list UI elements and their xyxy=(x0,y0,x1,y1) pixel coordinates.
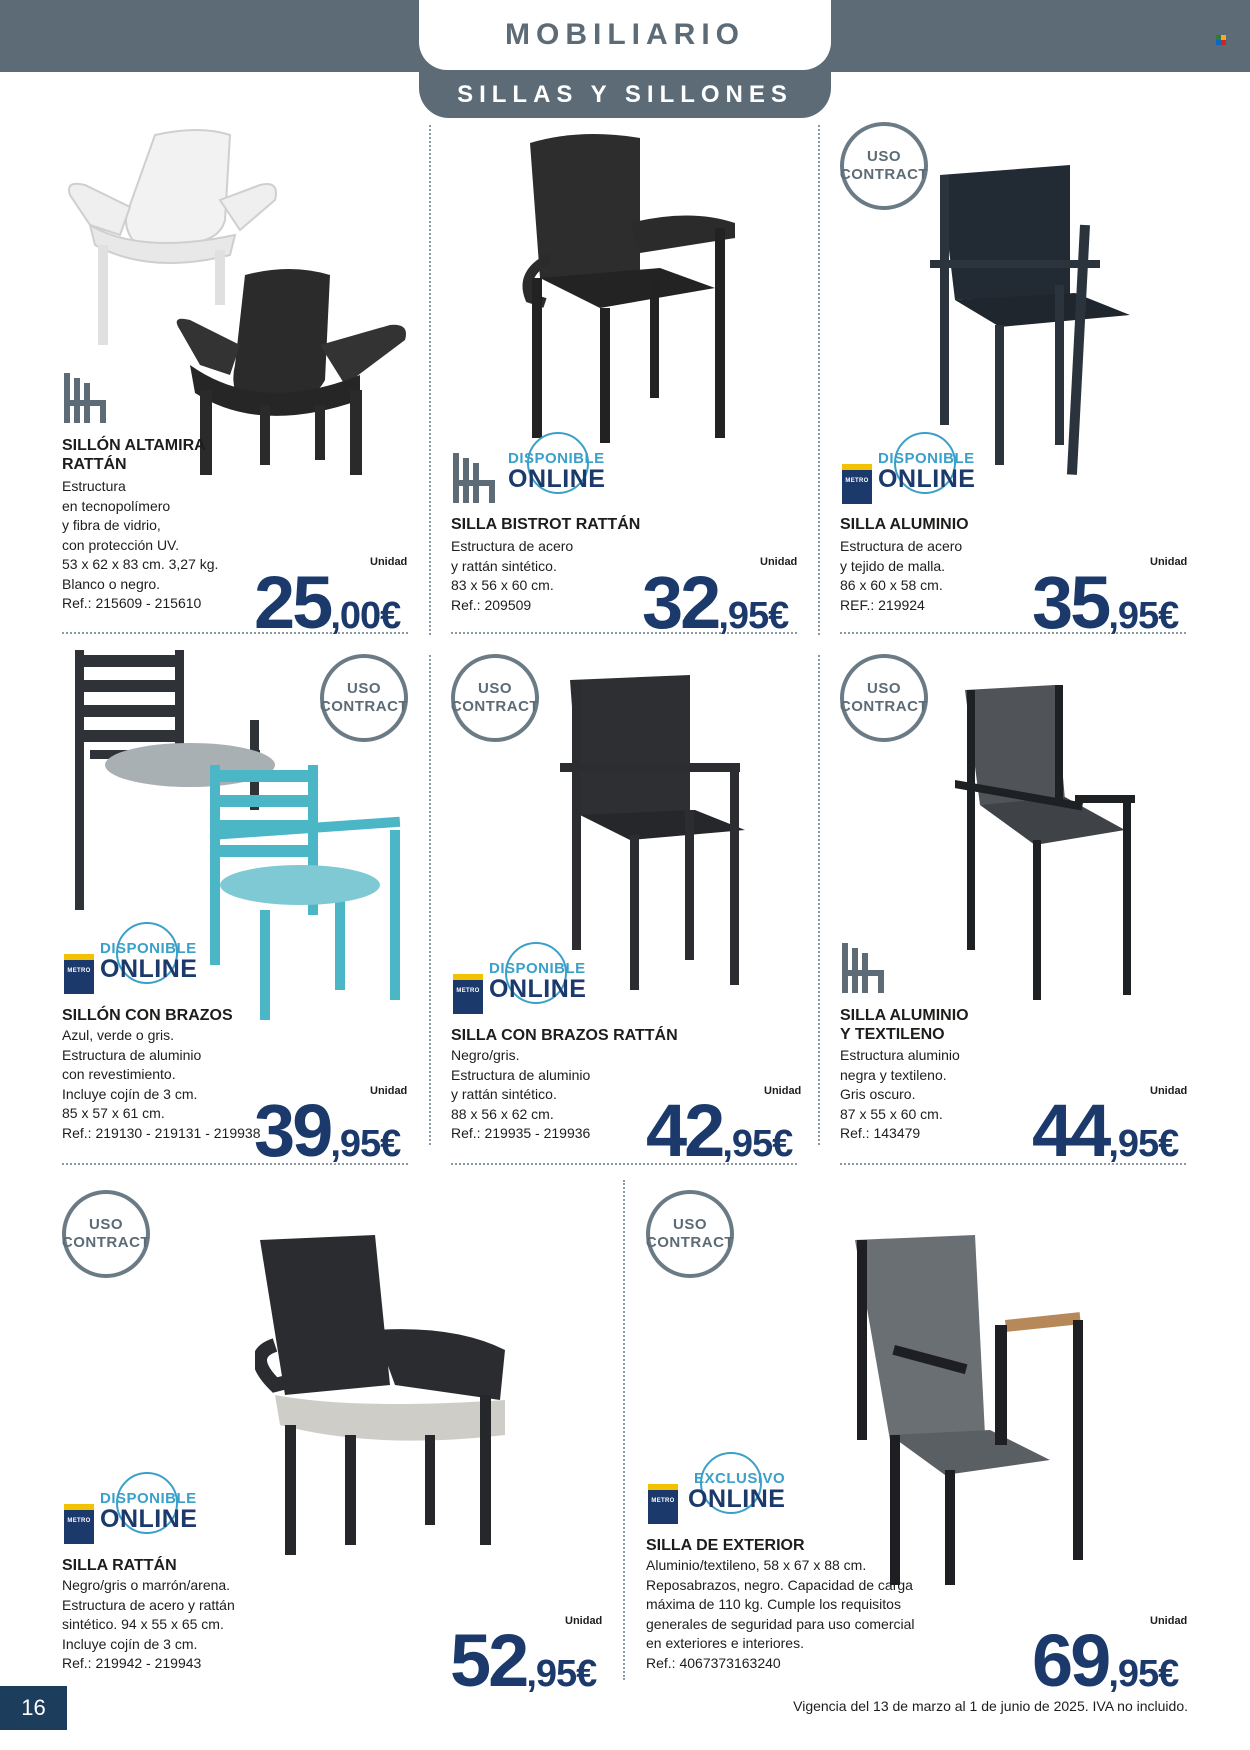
product-description: Estructura aluminio negra y textileno. Gris oscuro. 87 x 55 x 60 cm. Ref.: 143479 xyxy=(840,1047,960,1141)
product-name: SILLA RATTÁN xyxy=(62,1557,177,1574)
online-badge: METRO DISPONIBLE ONLINE xyxy=(62,1478,202,1548)
product-description: Estructura en tecnopolímero y fibra de vidrio, con protección UV. 53 x 62 x 83 cm. 3,27 kg. Blanco o negro. Ref.: 215609 - 215610 xyxy=(62,478,219,611)
chair-brazos-rattan-image xyxy=(560,675,790,995)
uso-contract-badge: USO CONTRACT xyxy=(840,122,928,210)
product-name: SILLA ALUMINIO Y TEXTILENO xyxy=(840,1007,969,1043)
product-price: 69,95€ xyxy=(1032,1619,1179,1702)
product-price: 39,95€ xyxy=(254,1089,401,1172)
header-title-box xyxy=(419,0,831,70)
product-price: 35,95€ xyxy=(1032,561,1179,644)
divider-vertical-3 xyxy=(429,655,431,1145)
page-number: 16 xyxy=(0,1686,67,1730)
header-subtitle: SILLAS Y SILLONES xyxy=(457,81,793,108)
uso-contract-badge: USO CONTRACT xyxy=(646,1190,734,1278)
chair-aluminio-image xyxy=(930,165,1180,475)
header-subtitle-box xyxy=(419,72,831,118)
product-price: 32,95€ xyxy=(642,561,789,644)
product-price: 44,95€ xyxy=(1032,1089,1179,1172)
unit-label: Unidad xyxy=(1150,556,1188,568)
product-name: SILLÓN ALTAMIRA RATTÁN xyxy=(62,437,206,473)
chair-textileno-image xyxy=(955,685,1185,1005)
online-badge: METRO DISPONIBLE ONLINE xyxy=(451,948,591,1018)
unit-label: Unidad xyxy=(1150,1085,1188,1097)
uso-contract-badge: USO CONTRACT xyxy=(320,654,408,742)
online-badge: METRO EXCLUSIVO ONLINE xyxy=(646,1458,786,1528)
chair-exterior-image xyxy=(845,1235,1115,1595)
metro-logo-icon: METRO xyxy=(64,954,94,994)
chair-altamira-image xyxy=(60,125,420,480)
product-description: Azul, verde o gris. Estructura de aluminio con revestimiento. Incluye cojín de 3 cm. 85 x 57 x 61 cm. Ref.: 219130 - 219131 - 219938 xyxy=(62,1027,261,1141)
metro-logo-icon: METRO xyxy=(842,464,872,504)
product-price: 25,00€ xyxy=(254,561,401,644)
stackable-icon xyxy=(451,448,501,508)
stackable-icon xyxy=(62,368,112,428)
product-name: SILLÓN CON BRAZOS xyxy=(62,1007,233,1024)
divider-vertical-5 xyxy=(623,1180,625,1680)
product-description: Estructura de acero y rattán sintético. 83 x 56 x 60 cm. Ref.: 209509 xyxy=(451,538,574,613)
product-description: Negro/gris. Estructura de aluminio y rattán sintético. 88 x 56 x 62 cm. Ref.: 219935 - 219936 xyxy=(451,1047,591,1141)
online-badge: METRO DISPONIBLE ONLINE xyxy=(62,928,202,998)
metro-logo-icon: METRO xyxy=(648,1484,678,1524)
product-description: Negro/gris o marrón/arena. Estructura de acero y rattán sintético. 94 x 55 x 65 cm. Incluye cojín de 3 cm. Ref.: 219942 - 219943 xyxy=(62,1577,235,1671)
uso-contract-badge: USO CONTRACT xyxy=(451,654,539,742)
unit-label: Unidad xyxy=(565,1615,603,1627)
validity-note: Vigencia del 13 de marzo al 1 de junio de 2025. IVA no incluido. xyxy=(793,1698,1188,1714)
unit-label: Unidad xyxy=(764,1085,802,1097)
product-price: 52,95€ xyxy=(450,1619,597,1702)
product-name: SILLA BISTROT RATTÁN xyxy=(451,516,641,533)
product-description: Estructura de acero y tejido de malla. 86 x 60 x 58 cm. REF.: 219924 xyxy=(840,538,963,613)
product-description: Aluminio/textileno, 58 x 67 x 88 cm. Reposabrazos, negro. Capacidad de carga máxima de 110 kg. Cumple los requisitos generales de seguridad para uso comercial en exteriores e interiores. Ref.: 4067373163240 xyxy=(646,1557,915,1671)
divider-vertical-1 xyxy=(429,125,431,635)
stackable-icon xyxy=(840,938,890,998)
unit-label: Unidad xyxy=(370,1085,408,1097)
online-badge: DISPONIBLE ONLINE xyxy=(505,438,605,508)
chair-rattan-image xyxy=(255,1235,525,1565)
uso-contract-badge: USO CONTRACT xyxy=(62,1190,150,1278)
unit-label: Unidad xyxy=(370,556,408,568)
metro-logo-icon: METRO xyxy=(453,974,483,1014)
product-name: SILLA DE EXTERIOR xyxy=(646,1537,805,1554)
product-name: SILLA CON BRAZOS RATTÁN xyxy=(451,1027,678,1044)
chair-bistrot-image xyxy=(520,128,780,448)
product-price: 42,95€ xyxy=(646,1089,793,1172)
unit-label: Unidad xyxy=(1150,1615,1188,1627)
uso-contract-badge: USO CONTRACT xyxy=(840,654,928,742)
online-badge: METRO DISPONIBLE ONLINE xyxy=(840,438,980,508)
product-name: SILLA ALUMINIO xyxy=(840,516,969,533)
divider-vertical-4 xyxy=(818,655,820,1145)
divider-vertical-2 xyxy=(818,125,820,635)
header-title: MOBILIARIO xyxy=(505,18,745,51)
unit-label: Unidad xyxy=(760,556,798,568)
corner-color-dots-icon xyxy=(1216,35,1226,45)
metro-logo-icon: METRO xyxy=(64,1504,94,1544)
